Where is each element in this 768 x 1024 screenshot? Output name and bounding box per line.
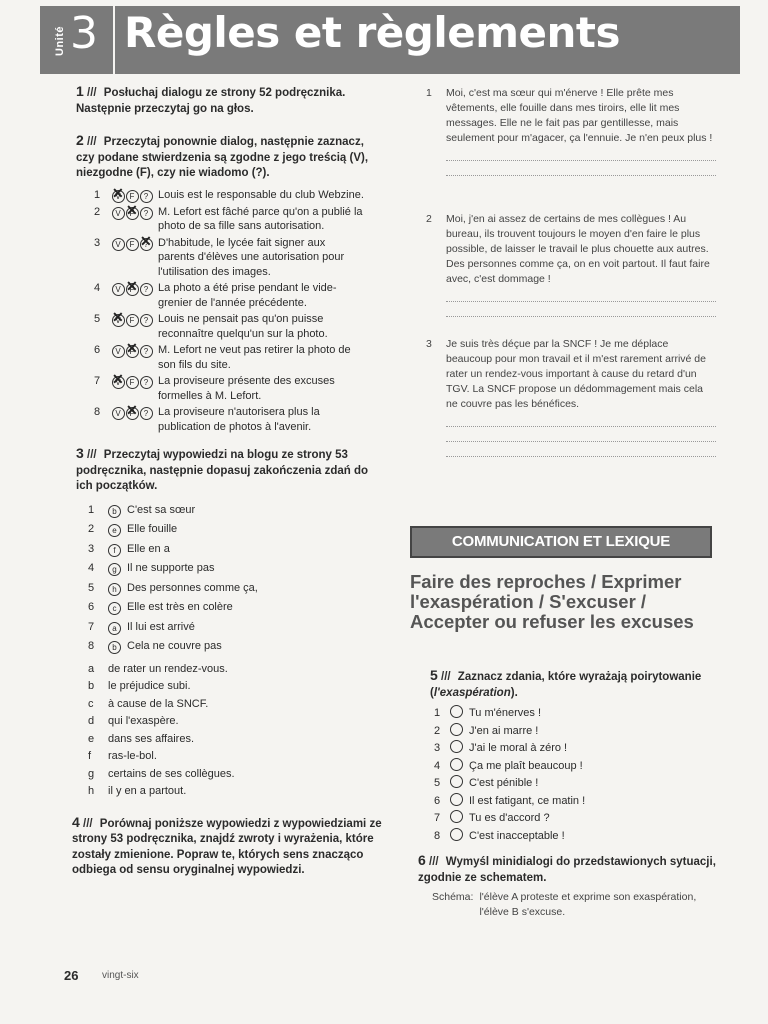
- section-heading: Faire des reproches / Exprimer l'exaspération / S'excuser / Accepter ou refuser les excuses: [410, 571, 694, 632]
- level-marker: ///: [87, 449, 97, 461]
- item-number: 1: [434, 707, 441, 719]
- statement-item: [94, 312, 384, 341]
- answer-line[interactable]: [446, 302, 716, 317]
- item-number: 5: [88, 581, 95, 594]
- beginning-item: [88, 559, 384, 579]
- statement-text: D'habitude, le lycée fait signer aux parents d'élèves une autorisation pour l'utilisation des images.: [158, 236, 345, 278]
- beginning-item: [88, 520, 384, 540]
- option-circle[interactable]: V: [112, 207, 125, 220]
- option-circle[interactable]: F: [126, 314, 139, 327]
- beginning-item: [88, 598, 384, 618]
- item-number: 2: [94, 205, 101, 218]
- beginning-text: Elle en a: [127, 542, 170, 555]
- beginning-item: [88, 579, 384, 599]
- ending-item: [88, 696, 384, 714]
- beginning-text: Elle est très en colère: [127, 601, 233, 613]
- answer-letter-circle[interactable]: b: [108, 505, 121, 518]
- item-letter: f: [88, 750, 92, 762]
- option-circle[interactable]: V: [112, 283, 125, 296]
- page-number-word: vingt-six: [102, 970, 139, 981]
- exercise-6: [418, 853, 718, 919]
- option-circle[interactable]: ?: [140, 207, 153, 220]
- item-letter: g: [88, 767, 95, 780]
- quotes-section: [426, 86, 716, 477]
- vf-options: [112, 343, 154, 358]
- unit-number: 3: [70, 8, 98, 59]
- schema: [418, 890, 718, 919]
- item-number: 2: [88, 523, 95, 535]
- item-text: J'ai le moral à zéro !: [469, 742, 568, 754]
- answer-circle[interactable]: [450, 723, 463, 736]
- option-circle[interactable]: ?: [140, 190, 153, 203]
- ending-text: ras-le-bol.: [108, 750, 157, 762]
- option-circle[interactable]: F ✕: [126, 407, 139, 420]
- item-number: 5: [434, 777, 441, 789]
- item-number: 2: [434, 724, 441, 737]
- item-text: C'est pénible !: [469, 777, 539, 789]
- checkbox-item: [434, 740, 718, 758]
- answer-letter-circle[interactable]: b: [108, 641, 121, 654]
- statement-item: [94, 343, 384, 372]
- answer-line[interactable]: [446, 146, 716, 161]
- vf-options: [112, 405, 154, 420]
- level-marker: ///: [87, 87, 97, 99]
- checkbox-item: [434, 758, 718, 776]
- answer-circle[interactable]: [450, 758, 463, 771]
- ending-item: [88, 661, 384, 679]
- item-number: 6: [434, 794, 441, 807]
- option-circle[interactable]: V: [112, 345, 125, 358]
- statement-item: [94, 236, 384, 280]
- quote-block: [426, 212, 716, 317]
- beginning-text: Des personnes comme ça,: [127, 581, 258, 594]
- answer-circle[interactable]: [450, 793, 463, 806]
- option-circle[interactable]: ?: [140, 407, 153, 420]
- header-divider: [113, 6, 115, 74]
- item-number: 8: [94, 406, 101, 418]
- item-number: 6: [88, 601, 95, 613]
- exercise-number: 5: [430, 667, 438, 683]
- item-text: Tu es d'accord ?: [469, 812, 550, 824]
- item-text: Ça me plaît beaucoup !: [469, 759, 583, 772]
- ending-text: il y en a partout.: [108, 785, 187, 797]
- statement-text: M. Lefort est fâché parce qu'on a publié la photo de sa fille sans autorisation.: [158, 205, 363, 232]
- answer-circle[interactable]: [450, 740, 463, 753]
- item-number: 3: [88, 542, 95, 555]
- exercise-instruction: Przeczytaj ponownie dialog, następnie zaznacz, czy podane stwierdzenia są zgodne z jego treścią (V), niezgodne (F), czy nie wiadomo (?).: [76, 136, 369, 179]
- option-circle[interactable]: V: [112, 407, 125, 420]
- option-circle[interactable]: ?: [140, 345, 153, 358]
- statement-text: Louis est le responsable du club Webzine.: [158, 188, 364, 201]
- answer-letter-circle[interactable]: h: [108, 583, 121, 596]
- option-circle[interactable]: V ✕: [112, 314, 125, 327]
- item-letter: c: [88, 697, 94, 710]
- answer-letter-circle[interactable]: a: [108, 622, 121, 635]
- statement-text: La proviseure n'autorisera plus la publication de photos à l'avenir.: [158, 406, 320, 433]
- item-text: J'en ai marre !: [469, 724, 539, 737]
- answer-letter-circle[interactable]: g: [108, 563, 121, 576]
- statement-item: [94, 374, 384, 403]
- option-circle[interactable]: F ✕: [126, 345, 139, 358]
- answer-line[interactable]: [446, 161, 716, 176]
- answer-line[interactable]: [446, 427, 716, 442]
- item-text: C'est inacceptable !: [469, 829, 565, 842]
- ending-item: [88, 678, 384, 696]
- beginning-text: Cela ne couvre pas: [127, 640, 222, 652]
- ending-item: [88, 731, 384, 749]
- option-circle[interactable]: F: [126, 190, 139, 203]
- left-column: [64, 84, 384, 879]
- quote-number: 2: [426, 213, 432, 225]
- option-circle[interactable]: V: [112, 238, 125, 251]
- checkbox-item: [434, 828, 718, 846]
- option-circle[interactable]: F ✕: [126, 207, 139, 220]
- beginning-text: Elle fouille: [127, 523, 178, 535]
- exercise-5: 5 /// Zaznacz zdania, które wyrażają poirytowanie (l'exaspération). 1 Tu m'énerves ! 2 J'en ai marre ! 3 J'ai le moral à zéro ! 4 Ça me plaît beaucoup ! 5 C'est pénible ! 6 Il est fatigant, ce matin ! 7 Tu es d'accord ? 8 C'est inacceptable !: [418, 668, 718, 845]
- section-banner-title: COMMUNICATION ET LEXIQUE: [451, 533, 671, 550]
- statement-item: [94, 205, 384, 234]
- item-letter: h: [88, 785, 95, 797]
- ending-item: [88, 783, 384, 801]
- answer-circle[interactable]: [450, 828, 463, 841]
- level-marker: ///: [441, 671, 451, 683]
- exercise-number: 4: [72, 813, 80, 830]
- checkbox-item: [434, 810, 718, 828]
- section-banner: [410, 526, 712, 558]
- beginning-text: Il ne supporte pas: [127, 562, 215, 574]
- exercise-instruction: Posłuchaj dialogu ze strony 52 podręcznika. Następnie przeczytaj go na głos.: [76, 87, 346, 115]
- item-number: 7: [434, 812, 441, 824]
- beginning-item: [88, 501, 384, 521]
- vf-options: [112, 205, 154, 220]
- item-number: 1: [94, 188, 101, 201]
- option-circle[interactable]: F: [126, 238, 139, 251]
- answer-line[interactable]: [446, 287, 716, 302]
- exercise-1: [64, 84, 384, 117]
- item-number: 1: [88, 503, 95, 516]
- item-number: 7: [94, 375, 101, 387]
- level-marker: ///: [429, 856, 439, 868]
- exercise-3: [64, 446, 384, 801]
- right-column-exercises: [418, 668, 718, 919]
- item-number: 3: [434, 742, 441, 754]
- item-number: 4: [434, 759, 441, 772]
- quote-text: Moi, c'est ma sœur qui m'énerve ! Elle prête mes vêtements, elle fouille dans mes tiroirs, elle lit mes messages. Elle ne le fait pas par gentillesse, mais seulement pour m'agacer, ça l'ennuie. Je n'en peux plus !: [446, 87, 713, 144]
- answer-circle[interactable]: [450, 775, 463, 788]
- schema-text: l'élève A proteste et exprime son exaspération, l'élève B s'excuse.: [479, 891, 697, 918]
- option-circle[interactable]: F: [126, 376, 139, 389]
- vf-options: [112, 188, 154, 203]
- answer-letter-circle[interactable]: c: [108, 602, 121, 615]
- item-letter: a: [88, 662, 95, 675]
- statement-text: M. Lefort ne veut pas retirer la photo de son fils du site.: [158, 344, 351, 371]
- option-circle[interactable]: ?: [140, 314, 153, 327]
- item-text: Tu m'énerves !: [469, 707, 541, 719]
- statement-text: La proviseure présente des excuses formelles à M. Lefort.: [158, 375, 335, 402]
- vf-options: [112, 281, 154, 296]
- beginning-item: [88, 618, 384, 638]
- item-number: 4: [94, 282, 101, 294]
- ending-item: [88, 766, 384, 784]
- quote-number: 1: [426, 87, 432, 99]
- answer-circle[interactable]: [450, 810, 463, 823]
- checkbox-list: [418, 705, 718, 845]
- beginning-text: C'est sa sœur: [127, 503, 196, 516]
- ending-text: à cause de la SNCF.: [108, 697, 209, 710]
- level-marker: ///: [87, 136, 97, 148]
- exercise-instruction: Wymyśl minidialogi do przedstawionych sytuacji, zgodnie ze schematem.: [418, 856, 716, 884]
- option-circle[interactable]: V ✕: [112, 376, 125, 389]
- exercise-instruction-italic: l'exaspération: [433, 686, 511, 699]
- quote-number: 3: [426, 338, 432, 350]
- quote-text: Je suis très déçue par la SNCF ! Je me déplace beaucoup pour mon travail et il m'est rarement arrivé de rater un rendez-vous important à cause du retard d'un TGV. La SNCF propose un dédommagement mais cela ne couvre pas les bénéfices.: [446, 338, 706, 410]
- quote-block: [426, 86, 716, 176]
- item-text: Il est fatigant, ce matin !: [469, 794, 586, 807]
- exercise-2: [64, 133, 384, 434]
- exercise-instruction: Porównaj poniższe wypowiedzi z wypowiedziami ze strony 53 podręcznika, znajdź zwroty i wyrażenia, które zostały zmienione. Popraw te, których sens znacząco odbiega od sensu oryginalnej wypowiedzi.: [72, 817, 382, 876]
- page-number: 26: [64, 968, 79, 983]
- ending-item: [88, 713, 384, 731]
- vf-options: [112, 236, 154, 251]
- checkbox-item: [434, 723, 718, 741]
- item-number: 8: [434, 829, 441, 842]
- item-number: 6: [94, 344, 101, 356]
- exercise-number: 1: [76, 83, 84, 99]
- unit-label: Unité: [54, 26, 66, 56]
- answer-circle[interactable]: [450, 705, 463, 718]
- ending-text: qui l'exaspère.: [108, 715, 179, 727]
- vf-options: [112, 374, 154, 389]
- true-false-list: [76, 188, 384, 435]
- page-title: Règles et règlements: [124, 8, 620, 57]
- option-circle[interactable]: ? ✕: [140, 238, 153, 251]
- statement-item: [94, 188, 384, 203]
- beginning-item: [88, 540, 384, 560]
- ending-text: le préjudice subi.: [108, 680, 191, 692]
- quote-block: [426, 337, 716, 457]
- beginning-text: Il lui est arrivé: [127, 620, 195, 633]
- ending-text: dans ses affaires.: [108, 732, 195, 745]
- beginning-item: [88, 637, 384, 657]
- statement-item: [94, 405, 384, 434]
- checkbox-item: [434, 705, 718, 723]
- answer-line[interactable]: [446, 442, 716, 457]
- item-letter: d: [88, 715, 95, 727]
- checkbox-item: [434, 775, 718, 793]
- vf-options: [112, 312, 154, 327]
- exercise-number: 3: [76, 445, 84, 461]
- answer-line[interactable]: [446, 412, 716, 427]
- item-number: 7: [88, 620, 95, 633]
- item-letter: e: [88, 732, 95, 745]
- exercise-4: [64, 815, 384, 879]
- item-number: 3: [94, 236, 101, 249]
- level-marker: ///: [83, 817, 93, 830]
- statement-item: [94, 281, 384, 310]
- ending-text: de rater un rendez-vous.: [108, 662, 228, 675]
- ending-item: [88, 748, 384, 766]
- ending-text: certains de ses collègues.: [108, 767, 235, 780]
- exercise-number: 6: [418, 852, 426, 868]
- sentence-beginnings-list: [76, 501, 384, 657]
- exercise-number: 2: [76, 132, 84, 148]
- statement-text: La photo a été prise pendant le vide-grenier de l'année précédente.: [158, 282, 337, 309]
- answer-letter-circle[interactable]: e: [108, 524, 121, 537]
- exercise-instruction: Przeczytaj wypowiedzi na blogu ze strony 53 podręcznika, następnie dopasuj zakończenia zdań do ich początków.: [76, 449, 369, 492]
- option-circle[interactable]: F ✕: [126, 283, 139, 296]
- item-letter: b: [88, 680, 95, 692]
- option-circle[interactable]: V ✕: [112, 190, 125, 203]
- item-number: 8: [88, 640, 95, 652]
- item-number: 5: [94, 313, 101, 325]
- option-circle[interactable]: ?: [140, 376, 153, 389]
- item-number: 4: [88, 562, 95, 574]
- quote-text: Moi, j'en ai assez de certains de mes collègues ! Au bureau, ils trouvent toujours le moyen d'en faire le plus possible, de laisser le travail le plus chouette aux autres. Des personnes comme ça, on en voit partout. Il faut faire avec, c'est dommage !: [446, 213, 710, 285]
- exercise-instruction: Zaznacz zdania, które wyrażają poirytowanie (: [430, 671, 702, 699]
- statement-text: Louis ne pensait pas qu'on puisse reconnaître quelqu'un sur la photo.: [158, 313, 328, 340]
- answer-letter-circle[interactable]: f: [108, 544, 121, 557]
- option-circle[interactable]: ?: [140, 283, 153, 296]
- schema-label: Schéma:: [432, 891, 474, 903]
- checkbox-item: [434, 793, 718, 811]
- sentence-endings-list: [76, 661, 384, 801]
